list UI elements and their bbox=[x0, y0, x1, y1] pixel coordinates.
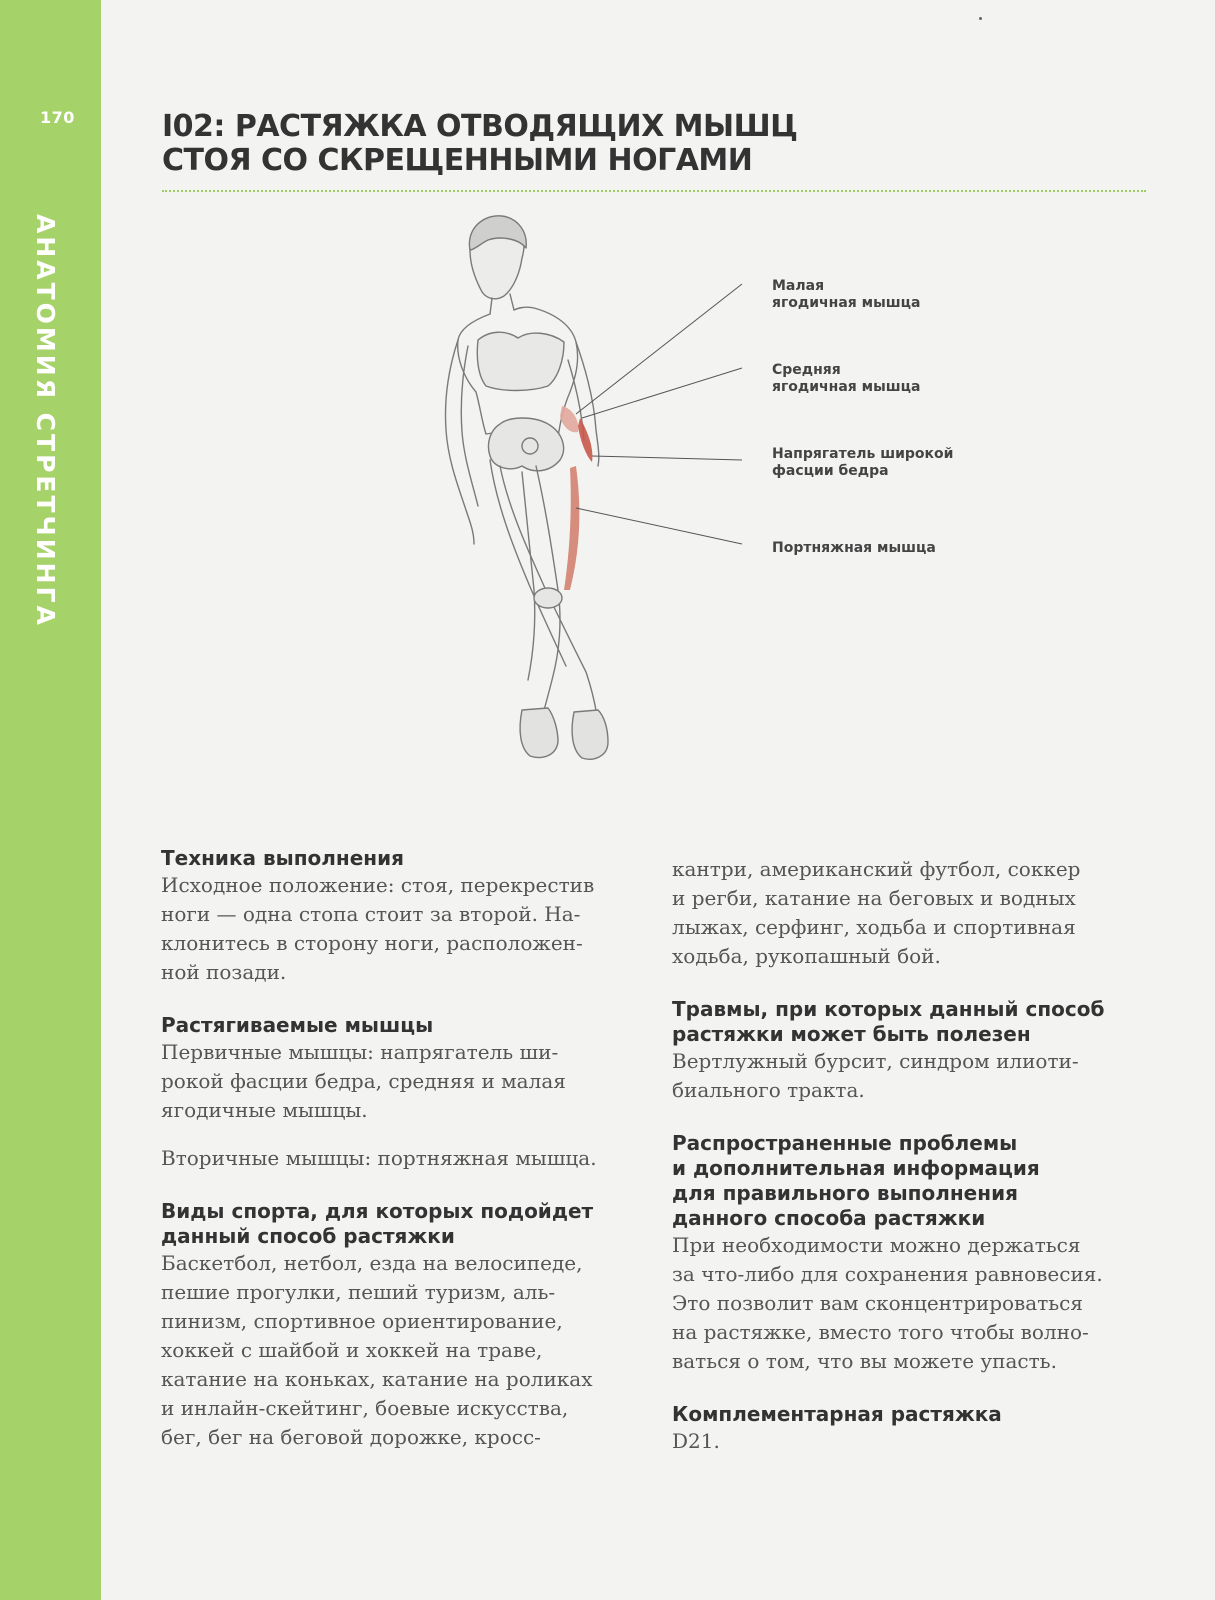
section-complementary bbox=[672, 1402, 1147, 1456]
section-common-problems bbox=[672, 1131, 1147, 1376]
section-text: Первичные мышцы: напрягатель ши- рокой фасции бедра, средняя и малая ягодичные мышцы. bbox=[161, 1040, 566, 1122]
right-shoe bbox=[572, 710, 608, 759]
section-heading: Техника выполнения bbox=[161, 846, 404, 870]
title-line-2: СТОЯ СО СКРЕЩЕННЫМИ НОГАМИ bbox=[162, 143, 753, 178]
section-heading: Комплементарная растяжка bbox=[672, 1402, 1002, 1426]
section-heading: Травмы, при которых данный способ растяжки может быть полезен bbox=[672, 997, 1105, 1046]
section-text: При необходимости можно держаться за что-либо для сохранения равновесия. Это позволит вам сконцентрироваться на растяжке, вместо того чтобы волно- ваться о том, что вы можете упасть. bbox=[672, 1233, 1103, 1373]
highlighted-muscles bbox=[560, 406, 592, 590]
section-injuries bbox=[672, 997, 1147, 1105]
right-column bbox=[672, 855, 1147, 1482]
label-tensor-fasciae-latae: Напрягатель широкой фасции бедра bbox=[772, 446, 954, 479]
section-sports bbox=[161, 1199, 641, 1452]
book-title: АНАТОМИЯ СТРЕТЧИНГА bbox=[31, 214, 60, 628]
section-heading: Растягиваемые мышцы bbox=[161, 1013, 434, 1037]
speck bbox=[979, 17, 982, 20]
label-gluteus-minimus: Малая ягодичная мышца bbox=[772, 278, 921, 311]
left-column bbox=[161, 846, 641, 1478]
page-number: 170 bbox=[40, 108, 75, 127]
section-text: Исходное положение: стоя, перекрестив ноги — одна стопа стоит за второй. На- клонитесь в сторону ноги, расположен- ной позади. bbox=[161, 873, 595, 984]
section-heading: Виды спорта, для которых подойдет данный способ растяжки bbox=[161, 1199, 594, 1248]
title-divider bbox=[162, 190, 1146, 192]
sidebar bbox=[0, 0, 101, 1600]
label-gluteus-medius: Средняя ягодичная мышца bbox=[772, 362, 921, 395]
pelvis bbox=[488, 418, 563, 471]
section-heading: Распространенные проблемы и дополнительная информация для правильного выполнения данного способа растяжки bbox=[672, 1131, 1040, 1230]
section-muscles bbox=[161, 1013, 641, 1173]
section-text: Баскетбол, нетбол, езда на велосипеде, пешие прогулки, пеший туризм, аль- пинизм, спортивное ориентирование, хоккей с шайбой и хоккей на траве, катание на коньках, катание на роликах и инлайн-скейтинг, боевые искусства, бег, бег на беговой дорожке, кросс- bbox=[161, 1251, 593, 1449]
section-text: Вертлужный бурсит, синдром илиоти- биального тракта. bbox=[672, 1049, 1079, 1102]
left-shoe bbox=[520, 708, 558, 757]
section-text: кантри, американский футбол, соккер и регби, катание на беговых и водных лыжах, серфинг, ходьба и спортивная ходьба, рукопашный бой. bbox=[672, 857, 1081, 968]
section-sports-continued bbox=[672, 855, 1147, 971]
leader-lines bbox=[576, 284, 742, 544]
sports-top bbox=[477, 332, 564, 390]
section-text: Вторичные мышцы: портняжная мышца. bbox=[161, 1146, 597, 1170]
title-line-1: I02: РАСТЯЖКА ОТВОДЯЩИХ МЫШЦ bbox=[162, 109, 798, 144]
section-text: D21. bbox=[672, 1429, 720, 1453]
page-title bbox=[162, 110, 797, 178]
label-sartorius: Портняжная мышца bbox=[772, 540, 936, 556]
left-arm bbox=[446, 340, 475, 544]
section-technique bbox=[161, 846, 641, 987]
